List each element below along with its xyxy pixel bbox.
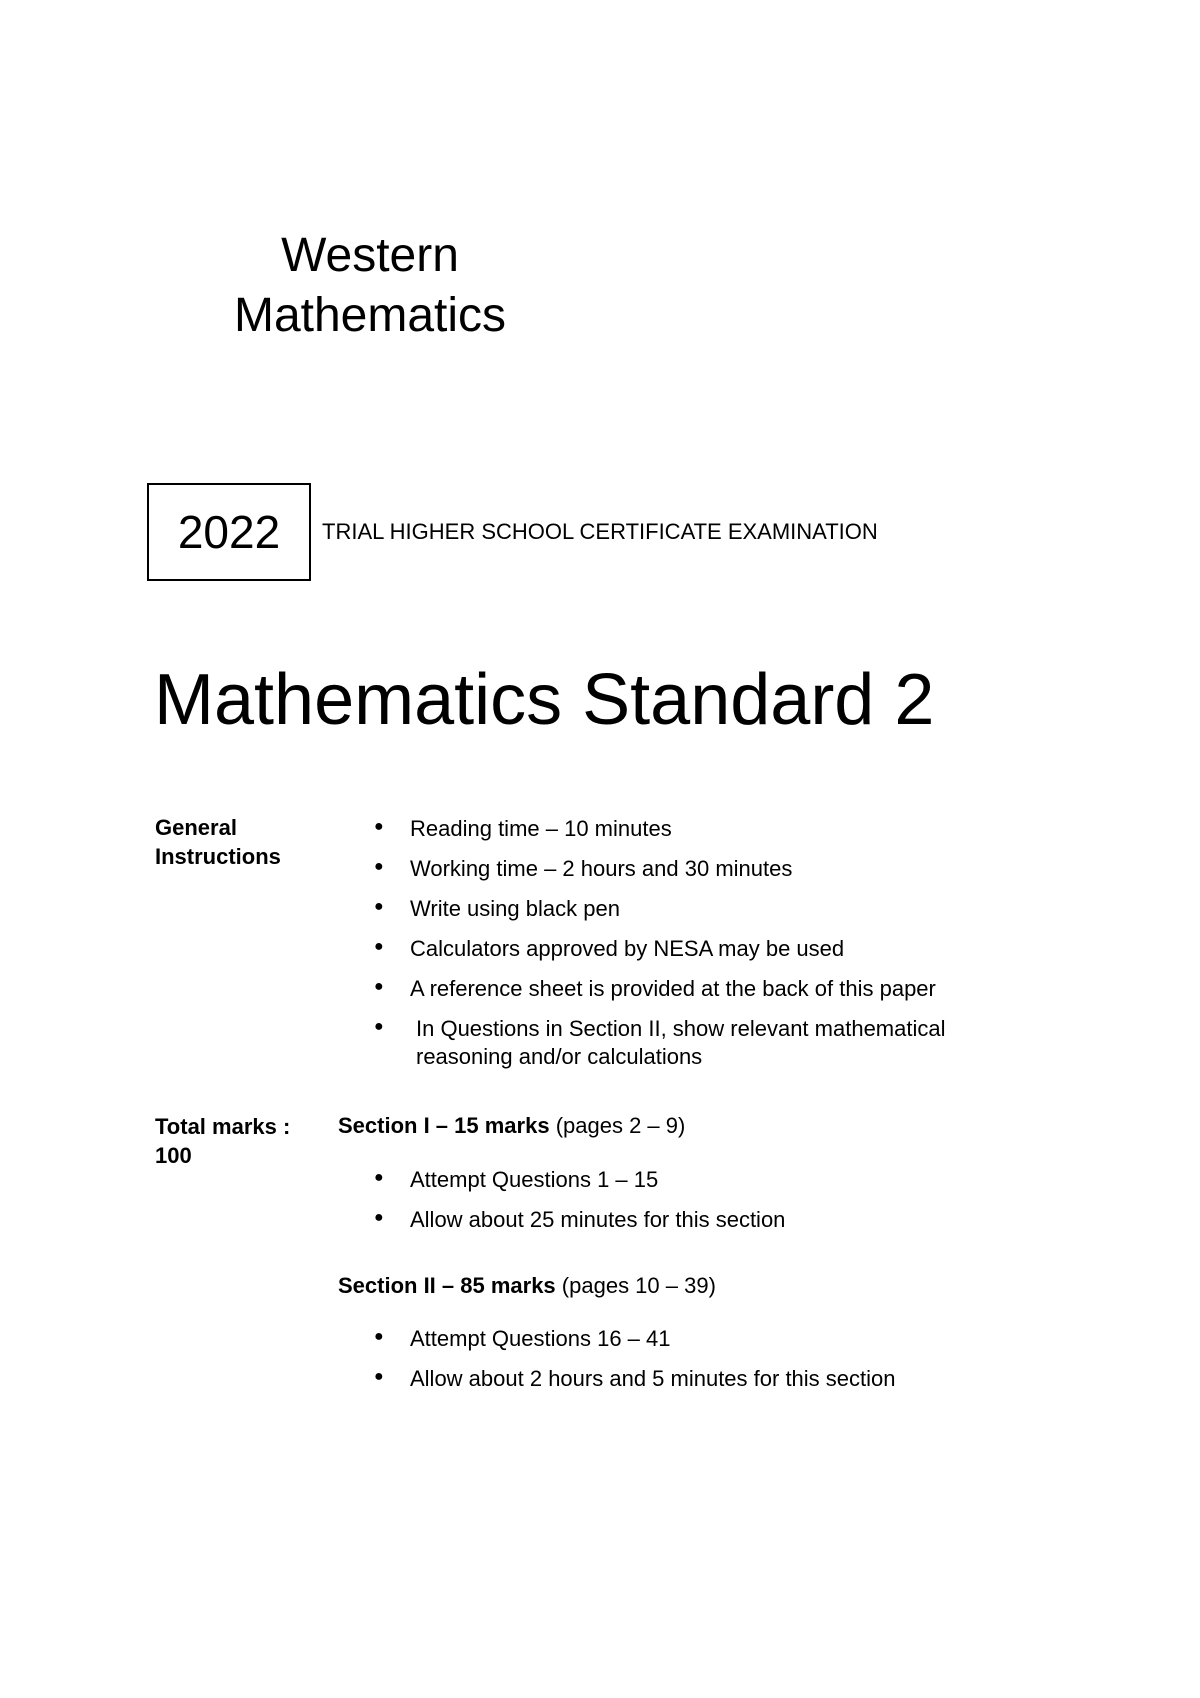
bullet-icon: ● [374, 818, 384, 835]
instruction-text: Write using black pen [410, 896, 620, 921]
total-marks-value: 100 [155, 1143, 192, 1168]
total-marks-label [155, 1112, 325, 1170]
section-1-list [372, 1166, 785, 1234]
general-instructions-label [155, 813, 325, 871]
exam-label: TRIAL HIGHER SCHOOL CERTIFICATE EXAMINATION [322, 519, 878, 544]
section-2-list [372, 1325, 896, 1393]
bullet-icon: ● [374, 1169, 384, 1186]
section-1-title: Section I – 15 marks [338, 1113, 550, 1138]
total-label-line1: Total marks : [155, 1114, 291, 1139]
instruction-item [372, 855, 1032, 883]
instruction-item [372, 815, 1032, 843]
bullet-icon: ● [374, 938, 384, 955]
school-name-line1: Western [281, 229, 459, 282]
instruction-text: Calculators approved by NESA may be used [410, 936, 845, 961]
instruction-item [372, 895, 1032, 923]
bullet-icon: ● [374, 1018, 384, 1035]
section-item [372, 1166, 785, 1194]
bullet-icon: ● [374, 898, 384, 915]
section-item-text: Attempt Questions 16 – 41 [410, 1326, 671, 1351]
bullet-icon: ● [374, 858, 384, 875]
section-item [372, 1365, 896, 1393]
bullet-icon: ● [374, 1209, 384, 1226]
instruction-text: A reference sheet is provided at the back of this paper [410, 976, 936, 1001]
instruction-text: Reading time – 10 minutes [410, 816, 672, 841]
exam-year: 2022 [177, 506, 281, 558]
section-2-pages: (pages 10 – 39) [561, 1273, 716, 1298]
instruction-item [372, 975, 1032, 1003]
bullet-icon: ● [374, 1368, 384, 1385]
section-1-heading [338, 1112, 685, 1140]
general-label-line2: Instructions [155, 844, 281, 869]
section-item [372, 1325, 896, 1353]
bullet-icon: ● [374, 1328, 384, 1345]
general-label-line1: General [155, 815, 237, 840]
section-item [372, 1206, 785, 1234]
section-2-title: Section II – 85 marks [338, 1273, 556, 1298]
section-item-text: Attempt Questions 1 – 15 [410, 1167, 659, 1192]
school-name [200, 226, 540, 346]
instruction-text: Working time – 2 hours and 30 minutes [410, 856, 793, 881]
paper-title: Mathematics Standard 2 [154, 660, 935, 740]
general-instructions-list [372, 815, 1032, 1071]
bullet-icon: ● [374, 978, 384, 995]
instruction-item [372, 935, 1032, 963]
section-1-pages: (pages 2 – 9) [555, 1113, 686, 1138]
section-item-text: Allow about 25 minutes for this section [410, 1207, 786, 1232]
instruction-item [372, 1015, 1032, 1071]
section-2-heading [338, 1272, 716, 1300]
exam-year-box [147, 483, 311, 581]
instruction-text: In Questions in Section II, show relevant mathematical reasoning and/or calculations [416, 1016, 946, 1069]
school-name-line2: Mathematics [233, 289, 507, 342]
section-item-text: Allow about 2 hours and 5 minutes for this section [410, 1366, 896, 1391]
